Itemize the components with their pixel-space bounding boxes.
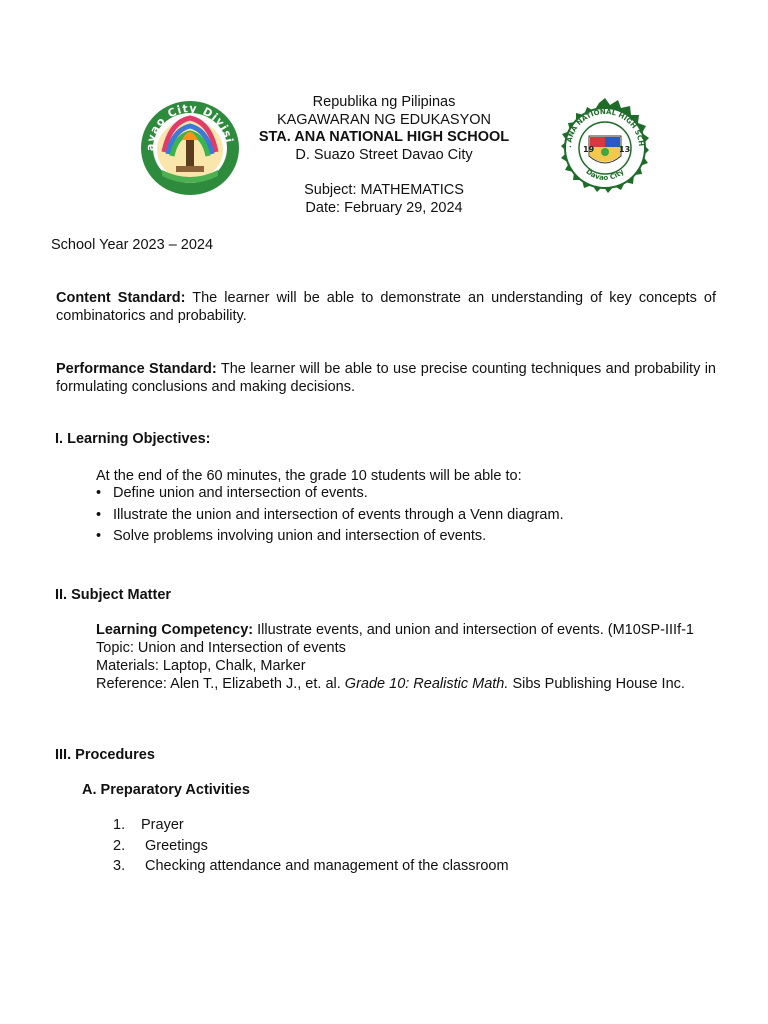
- reference-line: Reference: Alen T., Elizabeth J., et. al. Grade 10: Realistic Math. Sibs Publishing House Inc.: [96, 676, 685, 692]
- reference-title: Grade 10: Realistic Math.: [344, 676, 509, 692]
- materials-line: Materials: Laptop, Chalk, Marker: [96, 658, 306, 674]
- svg-text:Davao City Division: avao City Divisi: [143, 101, 236, 152]
- procedures-heading: III. Procedures: [55, 747, 155, 763]
- objectives-heading: I. Learning Objectives:: [55, 431, 211, 447]
- content-standard-label: Content Standard:: [56, 290, 186, 306]
- bullet: •: [96, 506, 102, 523]
- date-line: Date: February 29, 2024: [305, 199, 463, 216]
- school-name: STA. ANA NATIONAL HIGH SCHOOL: [258, 129, 510, 145]
- svg-text:Davao City: Davao City: [584, 167, 626, 183]
- bullet: •: [96, 528, 102, 544]
- subject-matter-heading: II. Subject Matter: [55, 587, 172, 603]
- sta-ana-school-seal: [553, 96, 657, 200]
- performance-standard: [56, 360, 716, 396]
- competency-text: Illustrate events, and union and intersection of events. (M10SP-IIIf-1: [257, 622, 694, 638]
- content-standard-text: The learner will be able to demonstrate an understanding of key concepts of combinatorics and probability.: [56, 290, 717, 324]
- topic-line: Topic: Union and Intersection of events: [96, 640, 346, 656]
- performance-standard-label: Performance Standard:: [56, 361, 217, 377]
- bullet: •: [96, 485, 102, 501]
- document-header: [200, 94, 568, 217]
- school-address: D. Suazo Street Davao City: [295, 146, 473, 163]
- svg-text:19: 19: [583, 145, 595, 154]
- svg-text:13: 13: [619, 145, 631, 154]
- learning-competency: [96, 621, 694, 639]
- school-year: School Year 2023 – 2024: [51, 237, 214, 253]
- content-standard: [56, 289, 716, 325]
- performance-standard-text: The learner will be able to use precise counting techniques and probability in formulating conclusions and making decisions.: [56, 361, 716, 395]
- subject-matter-body: [96, 621, 694, 693]
- svg-text:STA. ANA NATIONAL HIGH SCHOOL: . ANA NATIONAL HIGH SCH: [564, 107, 646, 149]
- preparatory-activities-heading: A. Preparatory Activities: [82, 782, 250, 798]
- objectives-intro: At the end of the 60 minutes, the grade 10 students will be able to:: [96, 468, 522, 484]
- republic-line: Republika ng Pilipinas: [312, 94, 456, 110]
- subject-line: Subject: MATHEMATICS: [304, 182, 464, 198]
- department-line: KAGAWARAN NG EDUKASYON: [276, 111, 492, 128]
- competency-label: Learning Competency:: [96, 622, 254, 638]
